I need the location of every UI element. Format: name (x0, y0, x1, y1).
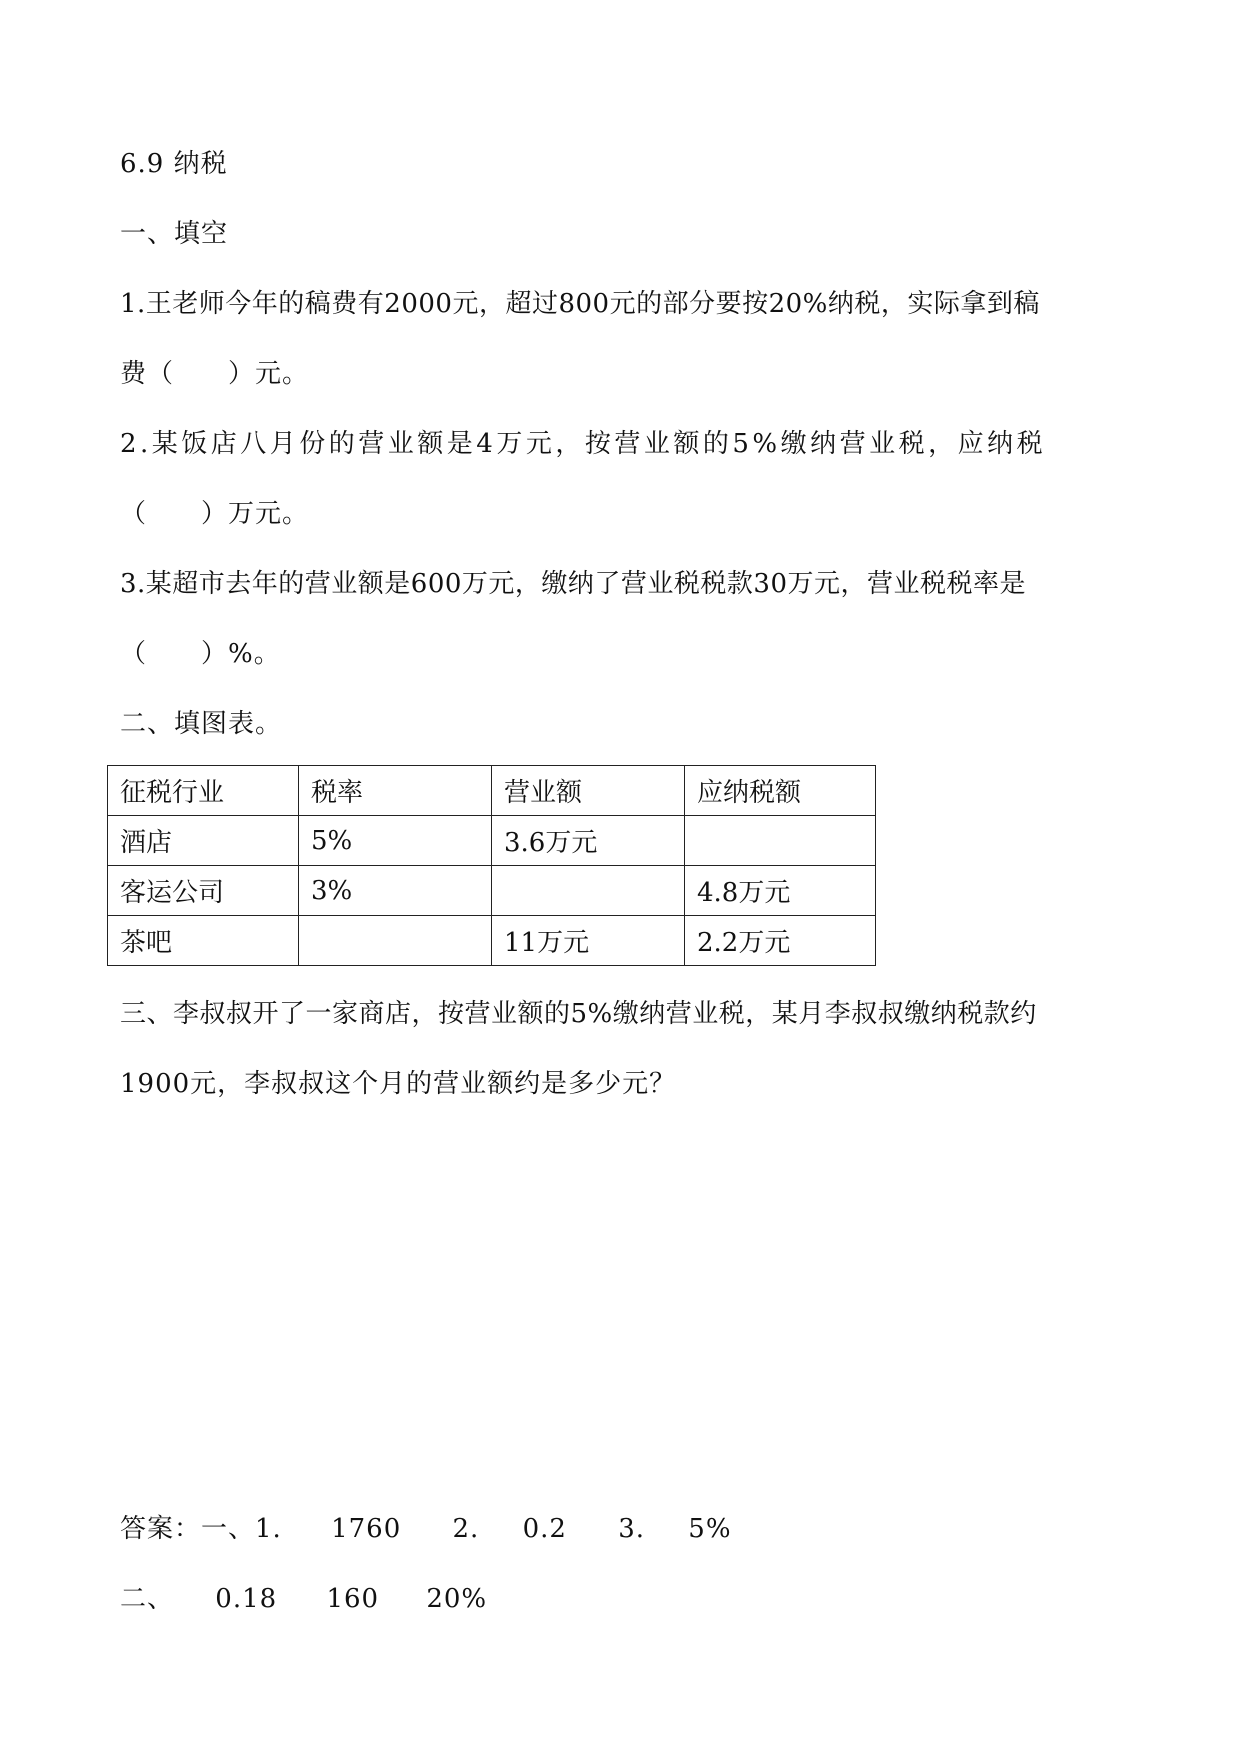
answers-line1 (120, 1508, 732, 1545)
table-cell (492, 866, 685, 916)
table-cell: 酒店 (108, 816, 299, 866)
table-cell (299, 916, 492, 966)
table-header-row (108, 766, 876, 816)
question-2-line1: 2.某饭店八月份的营业额是4万元，按营业额的5%缴纳营业税，应纳税 (120, 429, 1047, 459)
table-cell: 茶吧 (108, 916, 299, 966)
question-3-line1: 3.某超市去年的营业额是600万元，缴纳了营业税税款30万元，营业税税率是 (120, 569, 1027, 599)
question-1-line1: 1.王老师今年的稿费有2000元，超过800元的部分要按20%纳税，实际拿到稿 (120, 289, 1040, 319)
table-cell: 3% (299, 866, 492, 916)
table-header-cell: 营业额 (492, 766, 685, 816)
table-header-cell: 应纳税额 (685, 766, 876, 816)
tax-table (107, 765, 876, 966)
answer-2-number: 2. (452, 1514, 480, 1544)
section3-line1: 三、李叔叔开了一家商店，按营业额的5%缴纳营业税，某月李叔叔缴纳税款约 (120, 999, 1037, 1029)
question-2-line2: （ ）万元。 (120, 499, 310, 529)
page-title: 6.9 纳税 (120, 149, 228, 179)
table-row (108, 866, 876, 916)
answer-3-number: 3. (618, 1514, 646, 1544)
answer-2: 0.2 (522, 1514, 567, 1544)
table-cell (685, 816, 876, 866)
table-row (108, 916, 876, 966)
answers-line2 (120, 1578, 487, 1615)
table-row (108, 816, 876, 866)
table-cell: 客运公司 (108, 866, 299, 916)
question-1-line2: 费（ ）元。 (120, 359, 310, 389)
answer-table-3: 20% (426, 1584, 488, 1614)
answer-1: 1760 (331, 1514, 402, 1544)
table-cell: 3.6万元 (492, 816, 685, 866)
answer-table-2: 160 (326, 1584, 380, 1614)
table-header-cell: 征税行业 (108, 766, 299, 816)
table-header-cell: 税率 (299, 766, 492, 816)
answers-label-2: 二、 (120, 1584, 175, 1614)
table-cell: 11万元 (492, 916, 685, 966)
table-cell: 2.2万元 (685, 916, 876, 966)
table-cell: 4.8万元 (685, 866, 876, 916)
answer-table-1: 0.18 (215, 1584, 278, 1614)
table-cell: 5% (299, 816, 492, 866)
answers-label: 答案：一、1. (120, 1514, 282, 1544)
section3-line2: 1900元，李叔叔这个月的营业额约是多少元？ (120, 1069, 677, 1099)
question-3-line2: （ ）%。 (120, 639, 281, 669)
section2-heading: 二、填图表。 (120, 709, 283, 739)
section1-heading: 一、填空 (120, 219, 229, 249)
answer-3: 5% (688, 1514, 732, 1544)
